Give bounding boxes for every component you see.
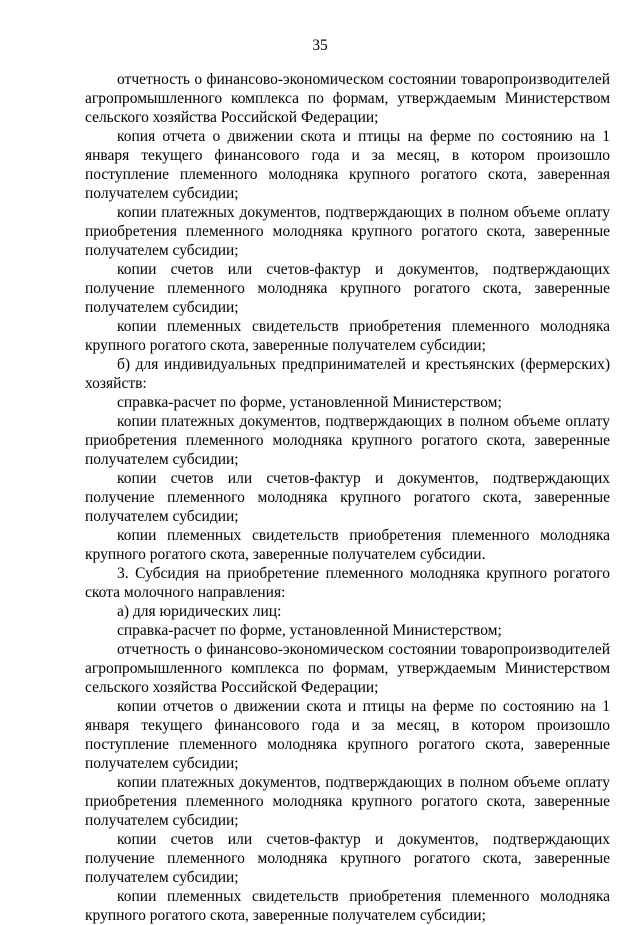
paragraph: копии платежных документов, подтверждающих в полном объеме оплату приобретения племенного молодняка крупного рогатого скота, заверенные получателем субсидии; <box>85 774 610 829</box>
paragraph: справка-расчет по форме, установленной Министерством; <box>117 394 502 411</box>
page-number: 35 <box>312 37 328 54</box>
paragraph: копии счетов или счетов-фактур и документов, подтверждающих получение племенного молодняка крупного рогатого скота, заверенные получателем субсидии; <box>85 261 610 316</box>
paragraph: отчетность о финансово-экономическом состоянии товаропроизводителей агропромышленного комплекса по формам, утверждаемым Министерством сельского хозяйства Российской Федерации; <box>85 71 610 126</box>
document-body <box>85 70 610 925</box>
paragraph: копии платежных документов, подтверждающих в полном объеме оплату приобретения племенного молодняка крупного рогатого скота, заверенные получателем субсидии; <box>85 413 610 468</box>
paragraph: копии племенных свидетельств приобретения племенного молодняка крупного рогатого скота, заверенные получателем субсидии; <box>85 888 610 924</box>
paragraph: 3. Субсидия на приобретение племенного молодняка крупного рогатого скота молочного направления: <box>85 565 610 601</box>
paragraph: отчетность о финансово-экономическом состоянии товаропроизводителей агропромышленного комплекса по формам, утверждаемым Министерством сельского хозяйства Российской Федерации; <box>85 641 610 696</box>
paragraph: копии платежных документов, подтверждающих в полном объеме оплату приобретения племенного молодняка крупного рогатого скота, заверенные получателем субсидии; <box>85 204 610 259</box>
paragraph: копии отчетов о движении скота и птицы на ферме по состоянию на 1 января текущего финансового года и за месяц, в котором произошло поступление племенного молодняка крупного рогатого скота, заверенные получателем субсидии; <box>85 698 610 772</box>
paragraph: копии счетов или счетов-фактур и документов, подтверждающих получение племенного молодняка крупного рогатого скота, заверенные получателем субсидии; <box>85 470 610 525</box>
paragraph: справка-расчет по форме, установленной Министерством; <box>117 622 502 639</box>
paragraph: копии племенных свидетельств приобретения племенного молодняка крупного рогатого скота, заверенные получателем субсидии. <box>85 527 610 563</box>
paragraph: а) для юридических лиц: <box>117 603 282 620</box>
paragraph: копии племенных свидетельств приобретения племенного молодняка крупного рогатого скота, заверенные получателем субсидии; <box>85 318 610 354</box>
paragraph: б) для индивидуальных предпринимателей и крестьянских (фермерских) хозяйств: <box>85 356 610 392</box>
paragraph: копии счетов или счетов-фактур и документов, подтверждающих получение племенного молодняка крупного рогатого скота, заверенные получателем субсидии; <box>85 831 610 886</box>
paragraph: копия отчета о движении скота и птицы на ферме по состоянию на 1 января текущего финансового года и за месяц, в котором произошло поступление племенного молодняка крупного рогатого скота, заверенная получателем субсидии; <box>85 128 610 202</box>
